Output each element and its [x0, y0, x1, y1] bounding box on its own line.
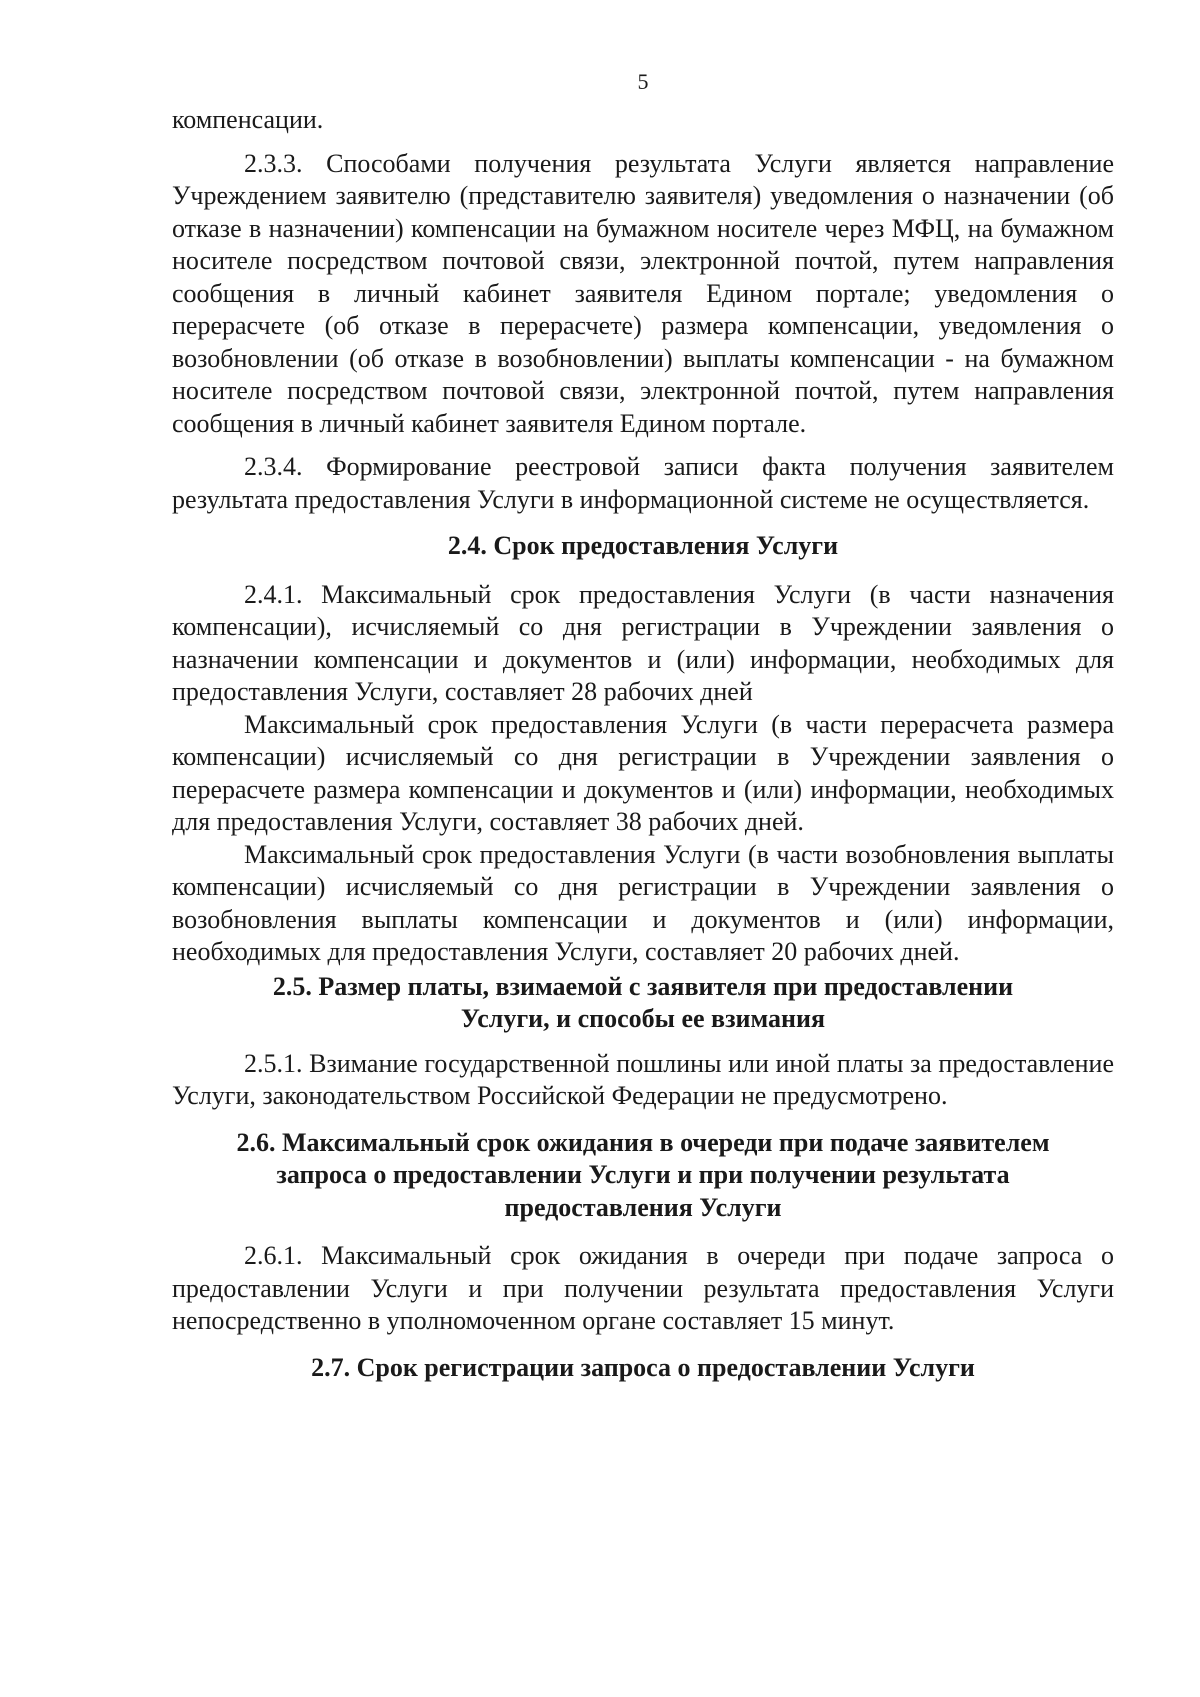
- paragraph-recalculation-term: Максимальный срок предоставления Услуги (в части перерасчета размера компенсации) исчисляемый со дня регистрации в Учреждении заявления о перерасчете размера компенсации и документов и (или) информации, необходимых для предоставления Услуги, составляет 38 рабочих дней.: [172, 709, 1114, 836]
- paragraph-2-3-3: 2.3.3. Способами получения результата Услуги является направление Учреждением заявителю (представителю заявителя) уведомления о назначении (об отказе в назначении) компенсации на бумажном носителе через МФЦ, на бумажном носителе посредством почтовой связи, электронной почтой, путем направления сообщения в личный кабинет заявителя Едином портале; уведомления о перерасчете (об отказе в перерасчете) размера компенсации, уведомления о возобновлении (об отказе в возобновлении) выплаты компенсации - на бумажном носителе посредством почтовой связи, электронной почтой, путем направления сообщения в личный кабинет заявителя Едином портале.: [172, 148, 1114, 438]
- paragraph-continuation: компенсации.: [172, 105, 324, 134]
- heading-2-5: [172, 971, 1114, 1036]
- heading-2-5-line-1: 2.5. Размер платы, взимаемой с заявителя при предоставлении: [272, 971, 1014, 1001]
- paragraph-resumption-term: Максимальный срок предоставления Услуги (в части возобновления выплаты компенсации) исчисляемый со дня регистрации в Учреждении заявления о возобновления выплаты компенсации и документов и (или) информации, необходимых для предоставления Услуги, составляет 20 рабочих дней.: [172, 839, 1114, 966]
- heading-2-6: [172, 1127, 1114, 1225]
- heading-2-5-line-2: Услуги, и способы ее взимания: [460, 1004, 826, 1033]
- paragraph-2-5-1: 2.5.1. Взимание государственной пошлины или иной платы за предоставление Услуги, законодательством Российской Федерации не предусмотрено.: [172, 1048, 1114, 1110]
- heading-2-4: 2.4. Срок предоставления Услуги: [447, 531, 839, 560]
- page-number: 5: [637, 69, 649, 94]
- document-page: [172, 68, 1114, 1400]
- heading-2-6-line-1: 2.6. Максимальный срок ожидания в очереди при подаче заявителем: [236, 1127, 1050, 1157]
- heading-2-6-line-3: предоставления Услуги: [504, 1192, 782, 1222]
- heading-2-7: 2.7. Срок регистрации запроса о предоставлении Услуги: [311, 1352, 975, 1382]
- heading-2-6-line-2: запроса о предоставлении Услуги и при получении результата: [276, 1160, 1010, 1189]
- paragraph-2-4-1: 2.4.1. Максимальный срок предоставления Услуги (в части назначения компенсации), исчисляемый со дня регистрации в Учреждении заявления о назначении компенсации и документов и (или) информации, необходимых для предоставления Услуги, составляет 28 рабочих дней: [172, 579, 1114, 706]
- paragraph-2-6-1: 2.6.1. Максимальный срок ожидания в очереди при подаче запроса о предоставлении Услуги и при получении результата предоставления Услуги непосредственно в уполномоченном органе составляет 15 минут.: [172, 1241, 1114, 1335]
- paragraph-2-3-4: 2.3.4. Формирование реестровой записи факта получения заявителем результата предоставления Услуги в информационной системе не осуществляется.: [172, 452, 1114, 514]
